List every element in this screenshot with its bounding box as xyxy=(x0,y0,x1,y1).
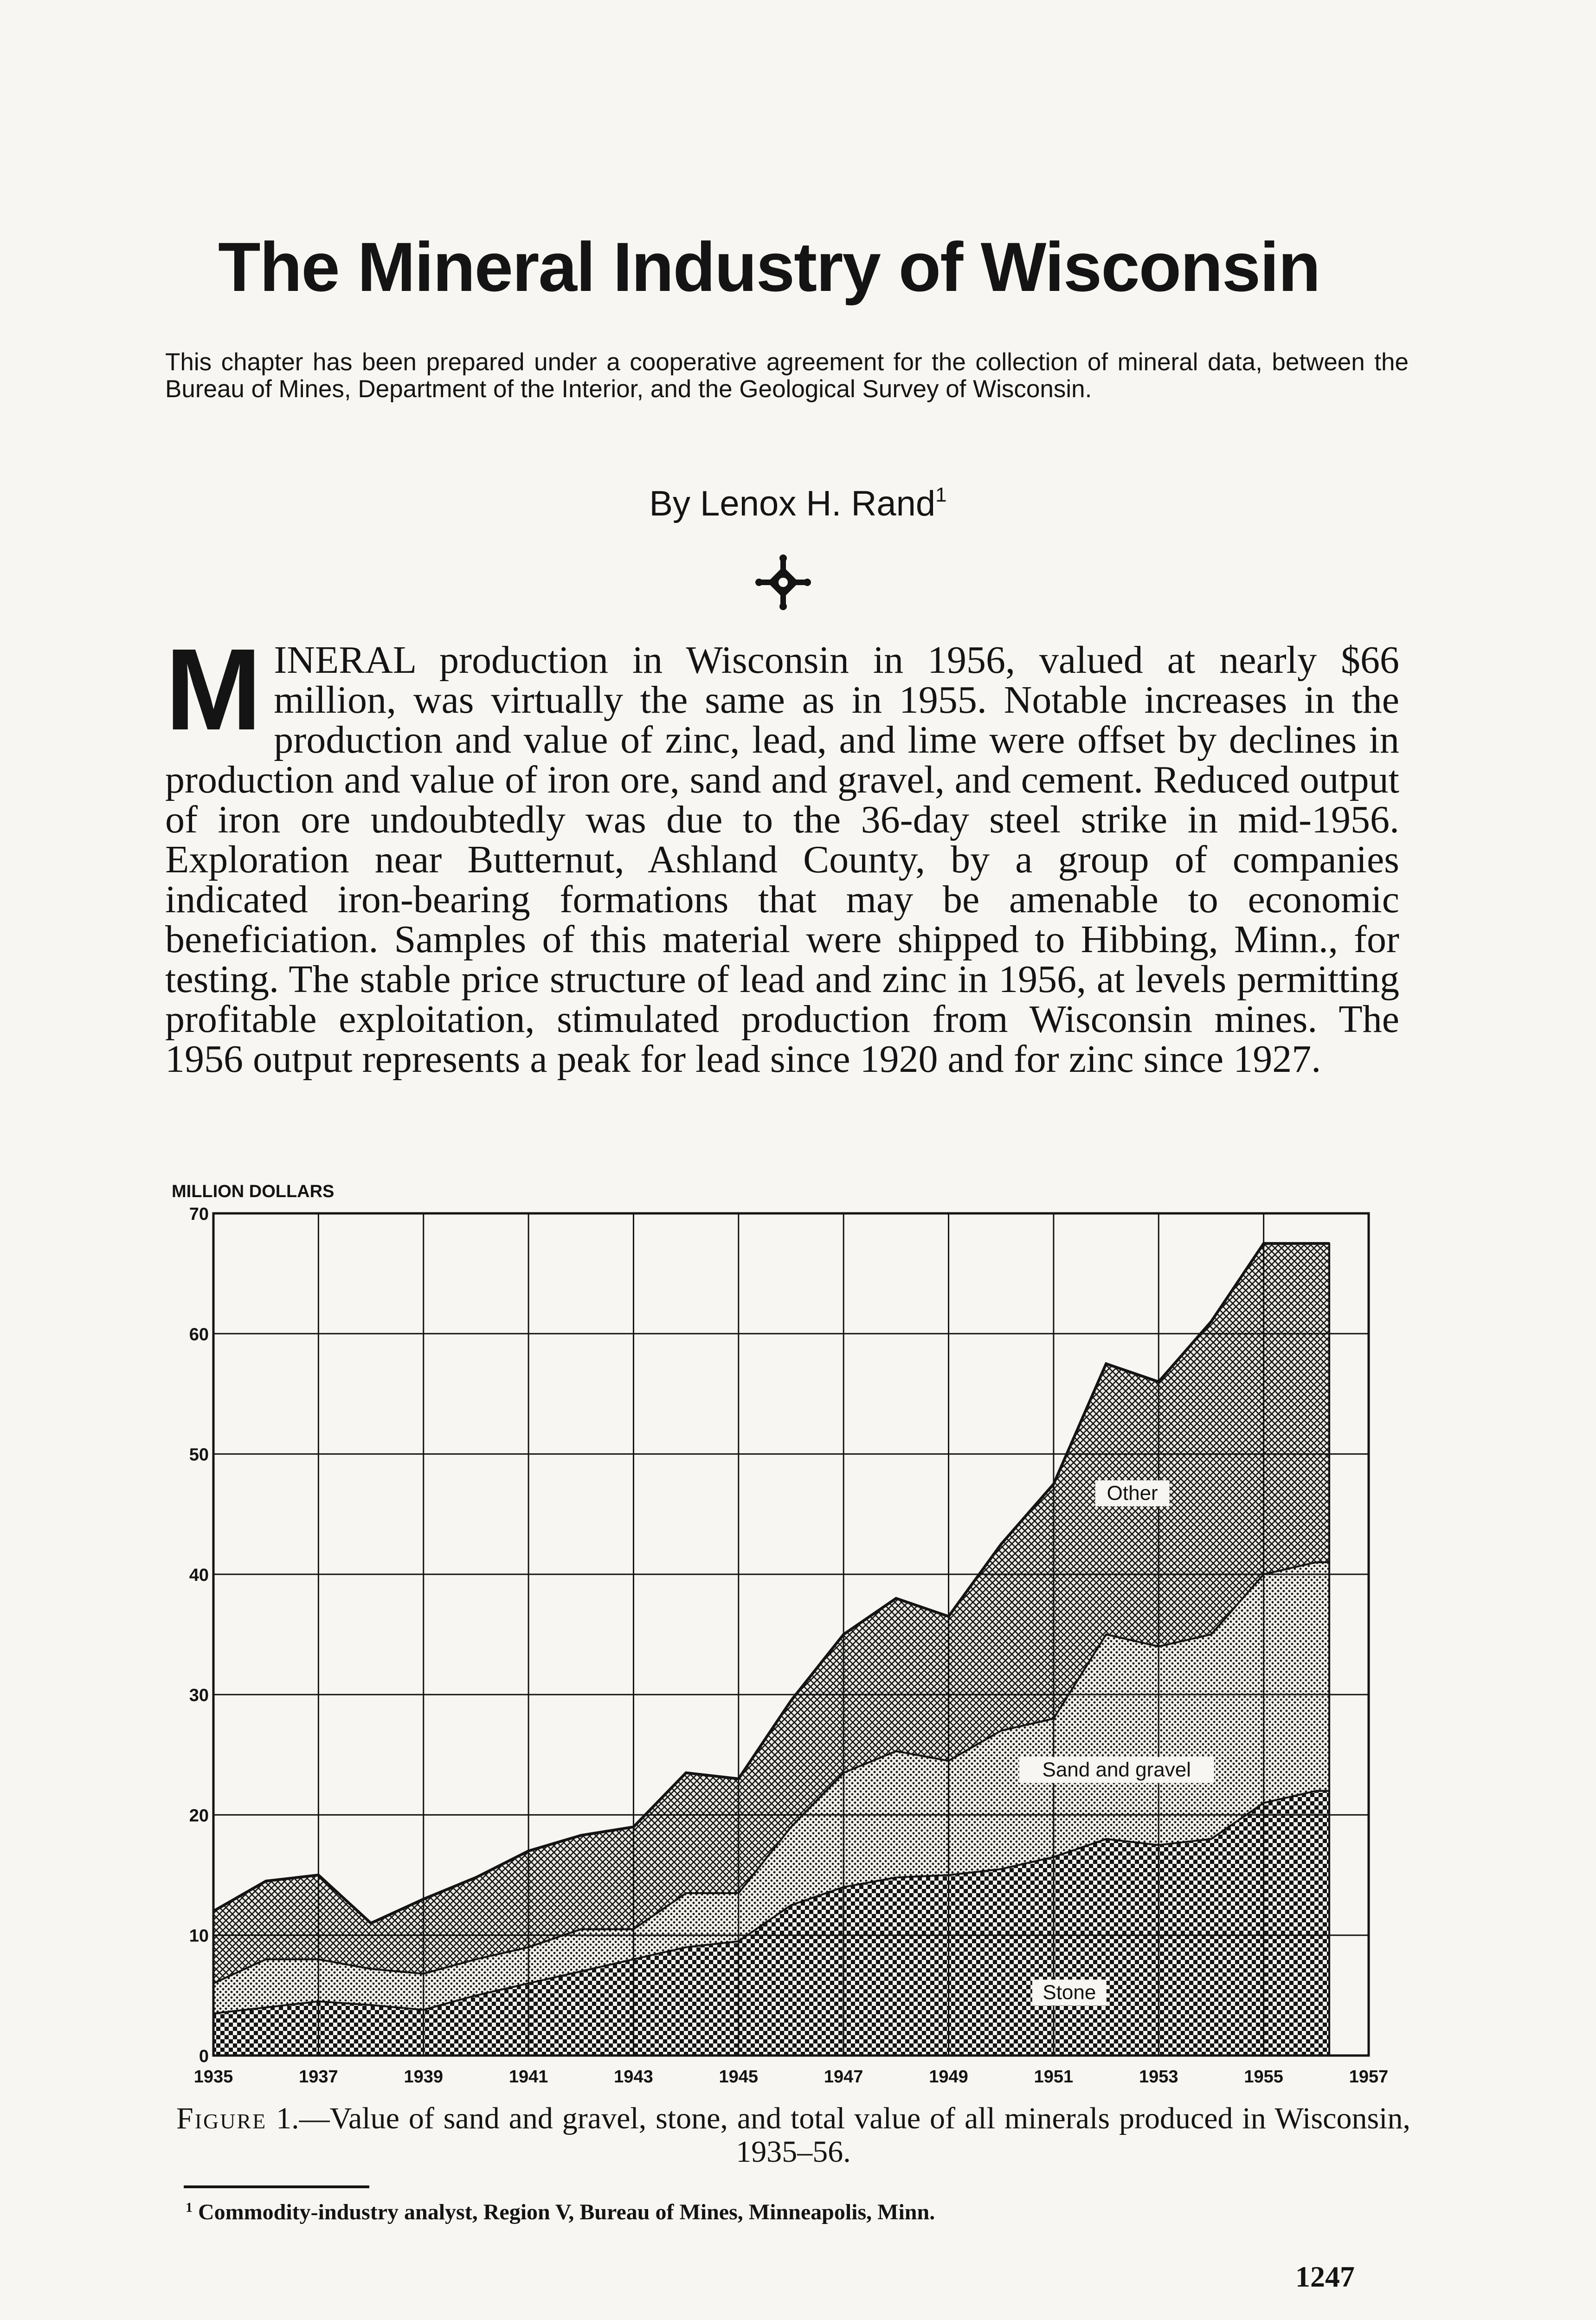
y-tick-label: 20 xyxy=(189,1806,209,1826)
intro-paragraph xyxy=(165,625,1399,1081)
x-tick-label: 1939 xyxy=(404,2067,444,2087)
x-tick-label: 1953 xyxy=(1139,2067,1178,2087)
x-tick-label: 1945 xyxy=(719,2067,759,2087)
figure-label: Figure xyxy=(176,2101,267,2135)
mineral-value-chart xyxy=(158,1183,1429,2102)
y-tick-label: 30 xyxy=(189,1686,209,1706)
byline-text: By Lenox H. Rand xyxy=(649,484,936,523)
chapter-note: This chapter has been prepared under a cooperative agreement for the collection of mineral data, between the Bureau of Mines, Department of the Interior, and the Geological Survey of Wisconsin. xyxy=(165,348,1409,403)
footnote-rule xyxy=(184,2185,369,2188)
drop-cap: M xyxy=(165,625,262,754)
series-label: Stone xyxy=(1043,1981,1096,2004)
intro-text: INERAL production in Wisconsin in 1956, valued at nearly $66 million, was virtually the same as in 1955. Notable increases in the production and value of zinc, lead, and lime were offset by declines in production and value of iron ore, sand and gravel, and cement. Reduced output of iron ore undoubtedly was due to the 36-day steel strike in mid-1956. Exploration near Butternut, Ashland County, by a group of companies indicated iron-bearing formations that may be amenable to economic beneficiation. Samples of this material were shipped to Hibbing, Minn., for testing. The stable price structure of lead and zinc in 1956, at levels permitting profitable exploitation, stimulated production from Wisconsin mines. The 1956 output represents a peak for lead since 1920 and for zinc since 1927. xyxy=(165,638,1399,1081)
ornament-icon xyxy=(755,554,811,610)
figure-caption xyxy=(176,2102,1410,2169)
y-tick-label: 0 xyxy=(199,2047,209,2066)
x-tick-label: 1947 xyxy=(824,2067,863,2087)
x-tick-label: 1957 xyxy=(1349,2067,1389,2087)
y-tick-label: 60 xyxy=(189,1325,209,1345)
page-number: 1247 xyxy=(1295,2260,1355,2293)
footnote-text: Commodity-industry analyst, Region V, Bureau of Mines, Minneapolis, Minn. xyxy=(198,2200,935,2224)
footnote-marker: 1 xyxy=(186,2200,193,2215)
byline-footnote-ref: 1 xyxy=(935,483,947,506)
x-tick-label: 1949 xyxy=(929,2067,968,2087)
x-tick-label: 1943 xyxy=(614,2067,653,2087)
page-title: The Mineral Industry of Wisconsin xyxy=(218,228,1320,306)
x-tick-label: 1935 xyxy=(193,2067,233,2087)
y-axis-label: MILLION DOLLARS xyxy=(172,1183,335,1201)
series-label: Sand and gravel xyxy=(1042,1758,1191,1781)
y-tick-label: 40 xyxy=(189,1565,209,1585)
series-label: Other xyxy=(1107,1482,1158,1505)
figure-caption-text: 1.—Value of sand and gravel, stone, and total value of all minerals produced in Wisconsin, 1935–56. xyxy=(276,2101,1410,2169)
x-tick-label: 1955 xyxy=(1244,2067,1283,2087)
x-tick-label: 1941 xyxy=(508,2067,548,2087)
footnote xyxy=(186,2195,1299,2225)
x-tick-label: 1937 xyxy=(299,2067,338,2087)
x-tick-label: 1951 xyxy=(1034,2067,1074,2087)
y-tick-label: 70 xyxy=(189,1205,209,1224)
y-tick-label: 50 xyxy=(189,1445,209,1465)
byline xyxy=(0,483,1596,524)
y-tick-label: 10 xyxy=(189,1926,209,1946)
